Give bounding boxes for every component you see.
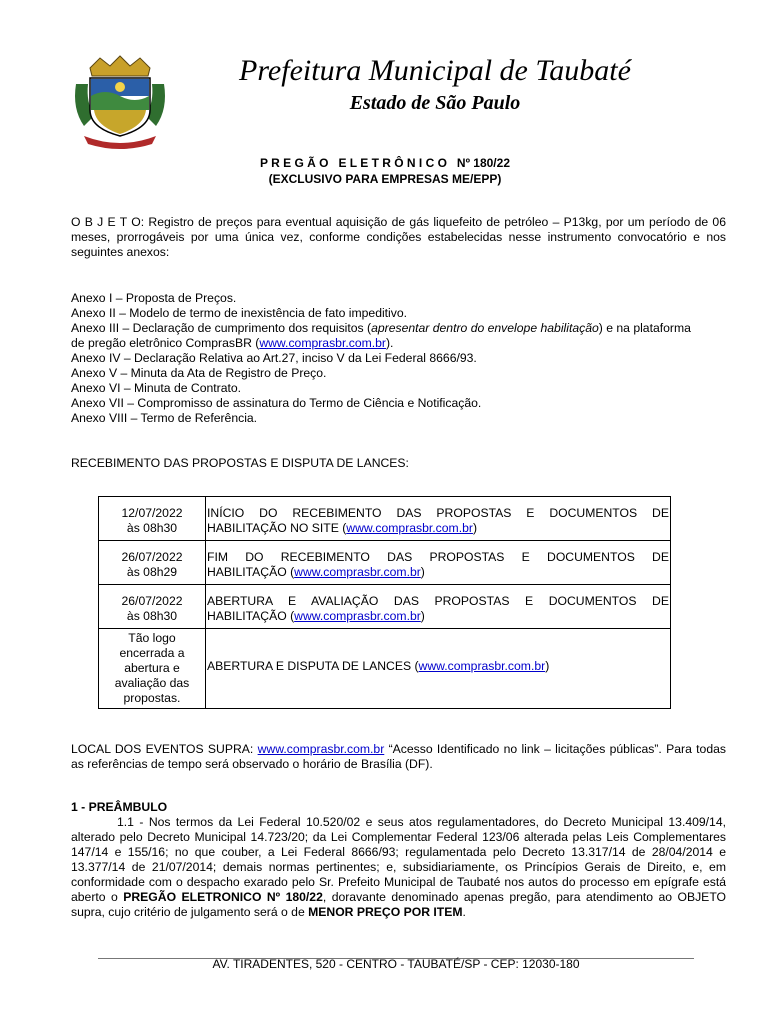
schedule-date-cell	[99, 629, 206, 709]
anexo-8: Anexo VIII – Termo de Referência.	[71, 411, 258, 425]
schedule-desc-post: )	[545, 659, 550, 673]
schedule-date-line: propostas.	[123, 691, 181, 705]
schedule-row	[99, 629, 671, 709]
schedule-desc-line2-pre: HABILITAÇÃO (	[207, 609, 295, 623]
pregao-exclusive: (EXCLUSIVO PARA EMPRESAS ME/EPP)	[268, 172, 502, 186]
schedule-desc-line1: INÍCIO DO RECEBIMENTO DAS PROPOSTAS E DOCUMENTOS DE	[207, 506, 669, 520]
page-subtitle: Estado de São Paulo	[349, 92, 521, 114]
preambulo-text-pre: 1.1 - Nos termos da Lei Federal 10.520/02 e seus atos regulamentadores, do Decreto Municipal 13.409/14, alterado pelo Decreto Municipal 14.723/20; da Lei Complementar Federal 123/06 alterada pelas Leis Complementares 147/14 e 155/16; no que couber, a Lei Federal 8666/93; regulamentada pelo Decreto 13.317/14 de 28/04/2014 e 13.377/14 de 21/07/2014; demais normas pertinentes; e, subsidiariamente, os Princípios Gerais de Direito, e, em conformidade com o despacho exarado pelo Sr. Prefeito Municipal de Taubaté nos autos do processo em epígrafe está aberto o	[71, 815, 726, 904]
schedule-date-line: abertura e	[124, 661, 180, 675]
anexo-3-post: ) e na plataforma	[598, 321, 691, 335]
anexo-3-line2-pre: de pregão eletrônico ComprasBR (	[71, 336, 260, 350]
recebimento-heading: RECEBIMENTO DAS PROPOSTAS E DISPUTA DE LANCES:	[71, 456, 409, 470]
schedule-time: às 08h30	[126, 521, 178, 535]
objeto-paragraph	[71, 215, 726, 260]
schedule-desc-line2-pre: HABILITAÇÃO NO SITE (	[207, 521, 347, 535]
schedule-date-line: avaliação das	[114, 676, 190, 690]
anexo-3-line2-post: ).	[385, 336, 394, 350]
comprasbr-link[interactable]: www.comprasbr.com.br	[257, 742, 385, 756]
schedule-desc-line2-pre: HABILITAÇÃO (	[207, 565, 295, 579]
schedule-desc-line1: ABERTURA E AVALIAÇÃO DAS PROPOSTAS E DOCUMENTOS DE	[207, 594, 669, 608]
objeto-text: Registro de preços para eventual aquisição de gás liquefeito de petróleo – P13kg, por um período de 06 meses, prorrogáveis por uma única vez, conforme condições estabelecidas nesse instrumento convocatório e nos seguintes anexos:	[71, 215, 726, 259]
schedule-desc-line1: FIM DO RECEBIMENTO DAS PROPOSTAS E DOCUMENTOS DE	[207, 550, 669, 564]
schedule-date: 26/07/2022	[121, 594, 183, 608]
comprasbr-link[interactable]: www.comprasbr.com.br	[418, 659, 546, 673]
anexo-3-italic: apresentar dentro do envelope habilitação	[371, 321, 599, 335]
comprasbr-link[interactable]: www.comprasbr.com.br	[294, 609, 421, 623]
preambulo-paragraph	[71, 815, 726, 920]
comprasbr-link[interactable]: www.comprasbr.com.br	[294, 565, 421, 579]
local-post: “Acesso Identificado no link – licitações públicas”. Para todas as referências de tempo será observado o horário de Brasília (DF).	[71, 742, 726, 771]
schedule-date: 26/07/2022	[121, 550, 183, 564]
anexo-3	[71, 321, 691, 336]
schedule-row	[99, 497, 671, 541]
schedule-date-cell	[99, 541, 206, 585]
schedule-table	[98, 496, 671, 709]
schedule-row	[99, 585, 671, 629]
preambulo-text-mid: , doravante denominado apenas pregão, para atendimento ao OBJETO supra, cujo critério de julgamento será o de	[71, 890, 727, 919]
schedule-desc-cell	[206, 585, 671, 629]
local-pre: LOCAL DOS EVENTOS SUPRA:	[71, 742, 258, 756]
schedule-desc-line2-post: )	[472, 521, 477, 535]
schedule-desc-cell	[206, 629, 671, 709]
anexo-2: Anexo II – Modelo de termo de inexistência de fato impeditivo.	[71, 306, 408, 320]
anexo-4: Anexo IV – Declaração Relativa ao Art.27, inciso V da Lei Federal 8666/93.	[71, 351, 477, 365]
comprasbr-link[interactable]: www.comprasbr.com.br	[346, 521, 473, 535]
schedule-date-line: Tão logo	[128, 631, 176, 645]
preambulo-bold-pregao: PREGÃO ELETRONICO Nº 180/22	[123, 890, 323, 904]
schedule-desc-line2-post: )	[420, 609, 425, 623]
local-paragraph	[71, 742, 726, 772]
schedule-date-cell	[99, 497, 206, 541]
comprasbr-link[interactable]: www.comprasbr.com.br	[259, 336, 386, 350]
preambulo-text-end: .	[462, 905, 466, 919]
anexo-7: Anexo VII – Compromisso de assinatura do Termo de Ciência e Notificação.	[71, 396, 482, 410]
footer-address: AV. TIRADENTES, 520 - CENTRO - TAUBATÉ/SP - CEP: 12030-180	[212, 957, 580, 971]
schedule-date-line: encerrada a	[119, 646, 185, 660]
anexo-3-line2	[71, 336, 393, 351]
schedule-desc-pre: ABERTURA E DISPUTA DE LANCES (	[207, 659, 419, 673]
anexo-5: Anexo V – Minuta da Ata de Registro de Preço.	[71, 366, 327, 380]
preambulo-heading: 1 - PREÂMBULO	[71, 800, 168, 814]
schedule-row	[99, 541, 671, 585]
preambulo-bold-criterio: MENOR PREÇO POR ITEM	[308, 905, 463, 919]
schedule-date: 12/07/2022	[121, 506, 183, 520]
schedule-desc-cell	[206, 497, 671, 541]
schedule-desc-cell	[206, 541, 671, 585]
anexo-3-pre: Anexo III – Declaração de cumprimento dos requisitos (	[71, 321, 372, 335]
schedule-date-cell	[99, 585, 206, 629]
schedule-time: às 08h30	[126, 609, 178, 623]
schedule-desc-line2-post: )	[420, 565, 425, 579]
objeto-label: O B J E T O:	[71, 215, 145, 229]
page-title: Prefeitura Municipal de Taubaté	[239, 54, 631, 87]
anexo-1: Anexo I – Proposta de Preços.	[71, 291, 237, 305]
schedule-time: às 08h29	[126, 565, 178, 579]
anexo-6: Anexo VI – Minuta de Contrato.	[71, 381, 242, 395]
pregao-heading: P R E G Ã O E L E T R Ô N I C O Nº 180/22	[259, 156, 510, 170]
